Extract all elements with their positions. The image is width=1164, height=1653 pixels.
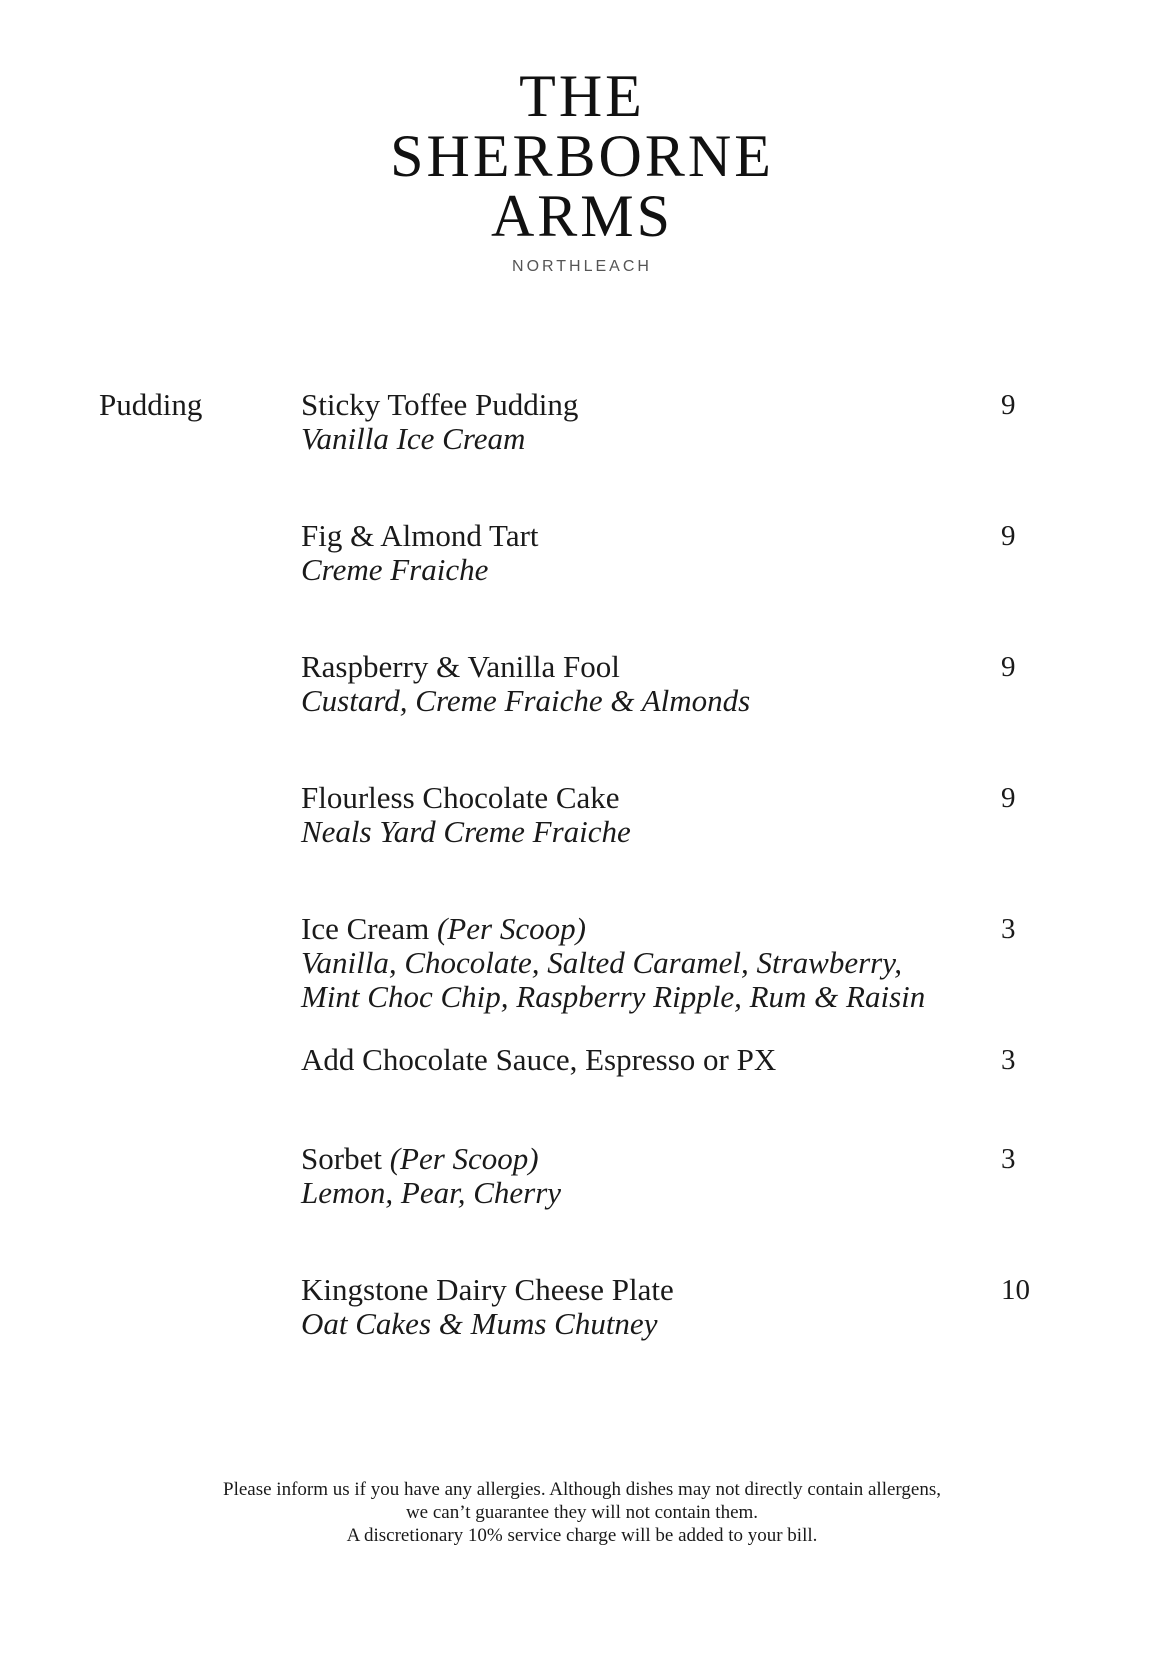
footer-line: we can’t guarantee they will not contain them. (405, 1502, 759, 1523)
footer-line: Please inform us if you have any allergies. Although dishes may not directly contain allergens, (223, 1479, 941, 1500)
item-price: 9 (1001, 651, 1016, 683)
item-description: Vanilla, Chocolate, Salted Caramel, Strawberry, Mint Choc Chip, Raspberry Ripple, Rum & Raisin (301, 945, 926, 1014)
menu-item (301, 388, 1031, 456)
allergy-footer (0, 1478, 1164, 1547)
item-description: Lemon, Pear, Cherry (301, 1175, 562, 1210)
item-name: Add Chocolate Sauce, Espresso or PX (301, 1042, 777, 1077)
item-name: Ice Cream (Per Scoop) (301, 911, 586, 946)
item-note: (Per Scoop) (389, 1141, 539, 1176)
item-name: Fig & Almond Tart (301, 518, 539, 553)
menu-item (301, 650, 1031, 718)
item-description: Custard, Creme Fraiche & Almonds (301, 683, 751, 718)
menu-item (301, 519, 1031, 587)
logo-line-1: THE (519, 63, 645, 129)
item-description: Neals Yard Creme Fraiche (301, 814, 631, 849)
item-price: 10 (1001, 1274, 1030, 1306)
item-name: Raspberry & Vanilla Fool (301, 649, 620, 684)
menu-item (301, 1043, 1031, 1077)
item-description: Oat Cakes & Mums Chutney (301, 1306, 658, 1341)
menu-item (301, 912, 1031, 1014)
item-price: 9 (1001, 782, 1016, 814)
item-price: 9 (1001, 520, 1016, 552)
item-note: (Per Scoop) (436, 911, 586, 946)
item-price: 9 (1001, 389, 1016, 421)
menu-item (301, 781, 1031, 849)
item-name: Sorbet (Per Scoop) (301, 1141, 539, 1176)
item-name: Kingstone Dairy Cheese Plate (301, 1272, 674, 1307)
item-description: Creme Fraiche (301, 552, 489, 587)
item-description: Vanilla Ice Cream (301, 421, 526, 456)
item-name: Sticky Toffee Pudding (301, 387, 579, 422)
menu-item (301, 1273, 1031, 1341)
section-label-pudding: Pudding (99, 387, 203, 422)
item-name: Flourless Chocolate Cake (301, 780, 620, 815)
item-price: 3 (1001, 913, 1016, 945)
item-price: 3 (1001, 1044, 1016, 1076)
footer-line: A discretionary 10% service charge will be added to your bill. (346, 1525, 818, 1546)
location-subtitle: NORTHLEACH (512, 258, 652, 275)
logo-line-3: ARMS (490, 183, 674, 249)
restaurant-logo (0, 63, 1164, 276)
logo-line-2: SHERBORNE (390, 123, 774, 189)
menu-item (301, 1142, 1031, 1210)
item-price: 3 (1001, 1143, 1016, 1175)
